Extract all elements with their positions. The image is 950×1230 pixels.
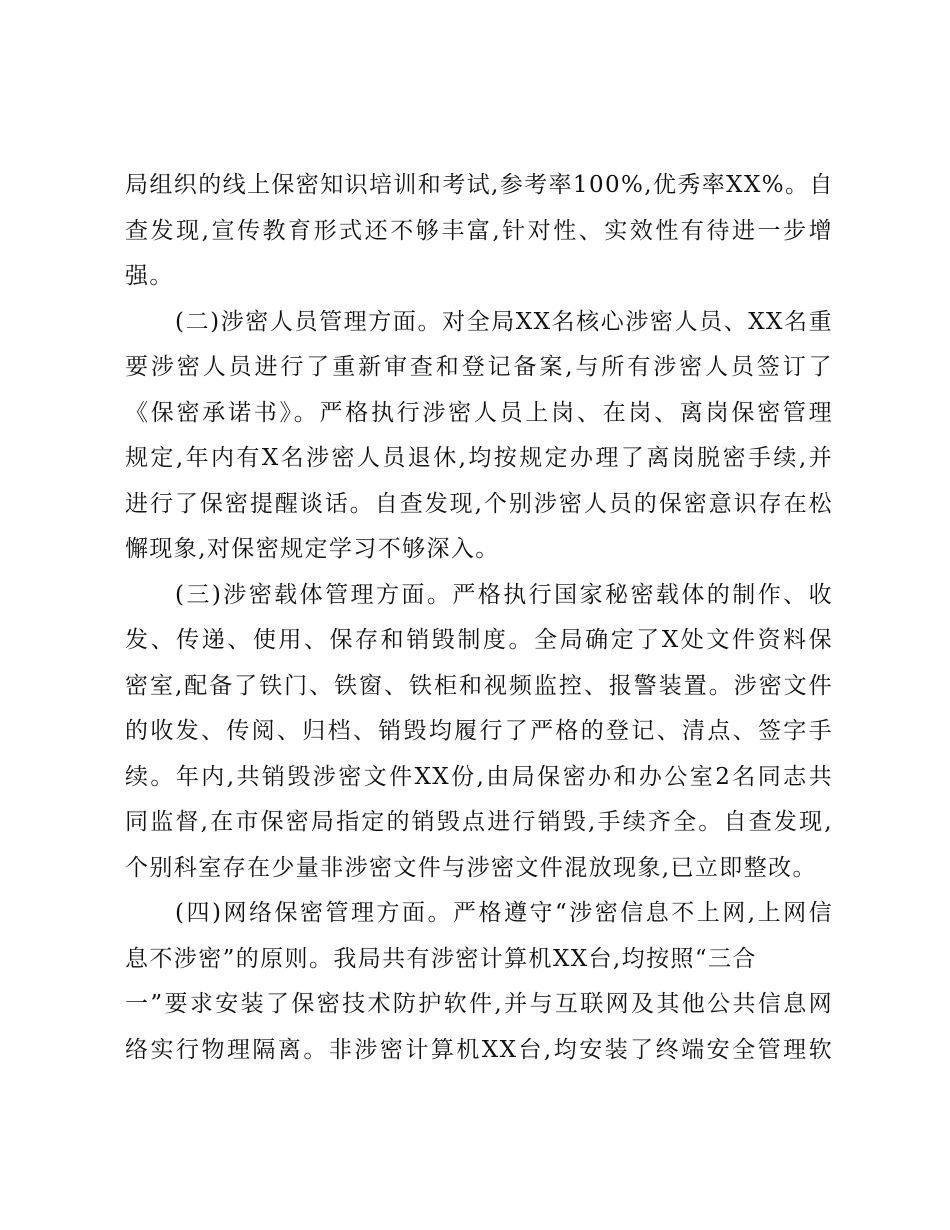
text-line: 局组织的线上保密知识培训和考试,参考率100%,优秀率XX%。自 xyxy=(125,172,834,198)
paragraph-intro-continuation xyxy=(125,170,833,307)
document-page xyxy=(125,170,833,1080)
text-line: 密室,配备了铁门、铁窗、铁柜和视频监控、报警装置。涉密文件 xyxy=(125,672,833,699)
text-line: 息不涉密”的原则。我局共有涉密计算机XX台,均按照“三合 xyxy=(125,945,757,972)
text-line: 《保密承诺书》。严格执行涉密人员上岗、在岗、离岗保密管理 xyxy=(125,399,833,426)
text-line: 同监督,在市保密局指定的销毁点进行销毁,手续齐全。自查发现, xyxy=(125,809,833,835)
text-line: 一”要求安装了保密技术防护软件,并与互联网及其他公共信息网 xyxy=(125,991,833,1017)
section-heading-line: (二)涉密人员管理方面。对全局XX名核心涉密人员、XX名重 xyxy=(175,308,833,335)
text-line: 进行了保密提醒谈话。自查发现,个别涉密人员的保密意识存在松 xyxy=(125,490,833,517)
paragraph-personnel-management xyxy=(125,307,833,580)
text-line: 懈现象,对保密规定学习不够深入。 xyxy=(125,536,500,562)
text-line: 发、传递、使用、保存和销毁制度。全局确定了X处文件资料保 xyxy=(125,627,833,653)
section-heading-line: (四)网络保密管理方面。严格遵守“涉密信息不上网,上网信 xyxy=(175,900,833,926)
text-line: 续。年内,共销毁涉密文件XX份,由局保密办和办公室2名同志共 xyxy=(125,763,833,790)
section-heading-line: (三)涉密载体管理方面。严格执行国家秘密载体的制作、收 xyxy=(175,581,833,608)
text-line: 的收发、传阅、归档、销毁均履行了严格的登记、清点、签字手 xyxy=(125,718,833,744)
text-line: 强。 xyxy=(125,263,174,289)
text-line: 要涉密人员进行了重新审查和登记备案,与所有涉密人员签订了 xyxy=(125,354,833,380)
text-line: 个别科室存在少量非涉密文件与涉密文件混放现象,已立即整改。 xyxy=(125,854,817,881)
paragraph-carrier-management xyxy=(125,580,833,899)
text-line: 络实行物理隔离。非涉密计算机XX台,均安装了终端安全管理软 xyxy=(125,1036,833,1063)
text-line: 规定,年内有X名涉密人员退休,均按规定办理了离岗脱密手续,并 xyxy=(125,445,833,471)
text-line: 查发现,宣传教育形式还不够丰富,针对性、实效性有待进一步增 xyxy=(125,217,833,244)
paragraph-network-management xyxy=(125,898,833,1080)
